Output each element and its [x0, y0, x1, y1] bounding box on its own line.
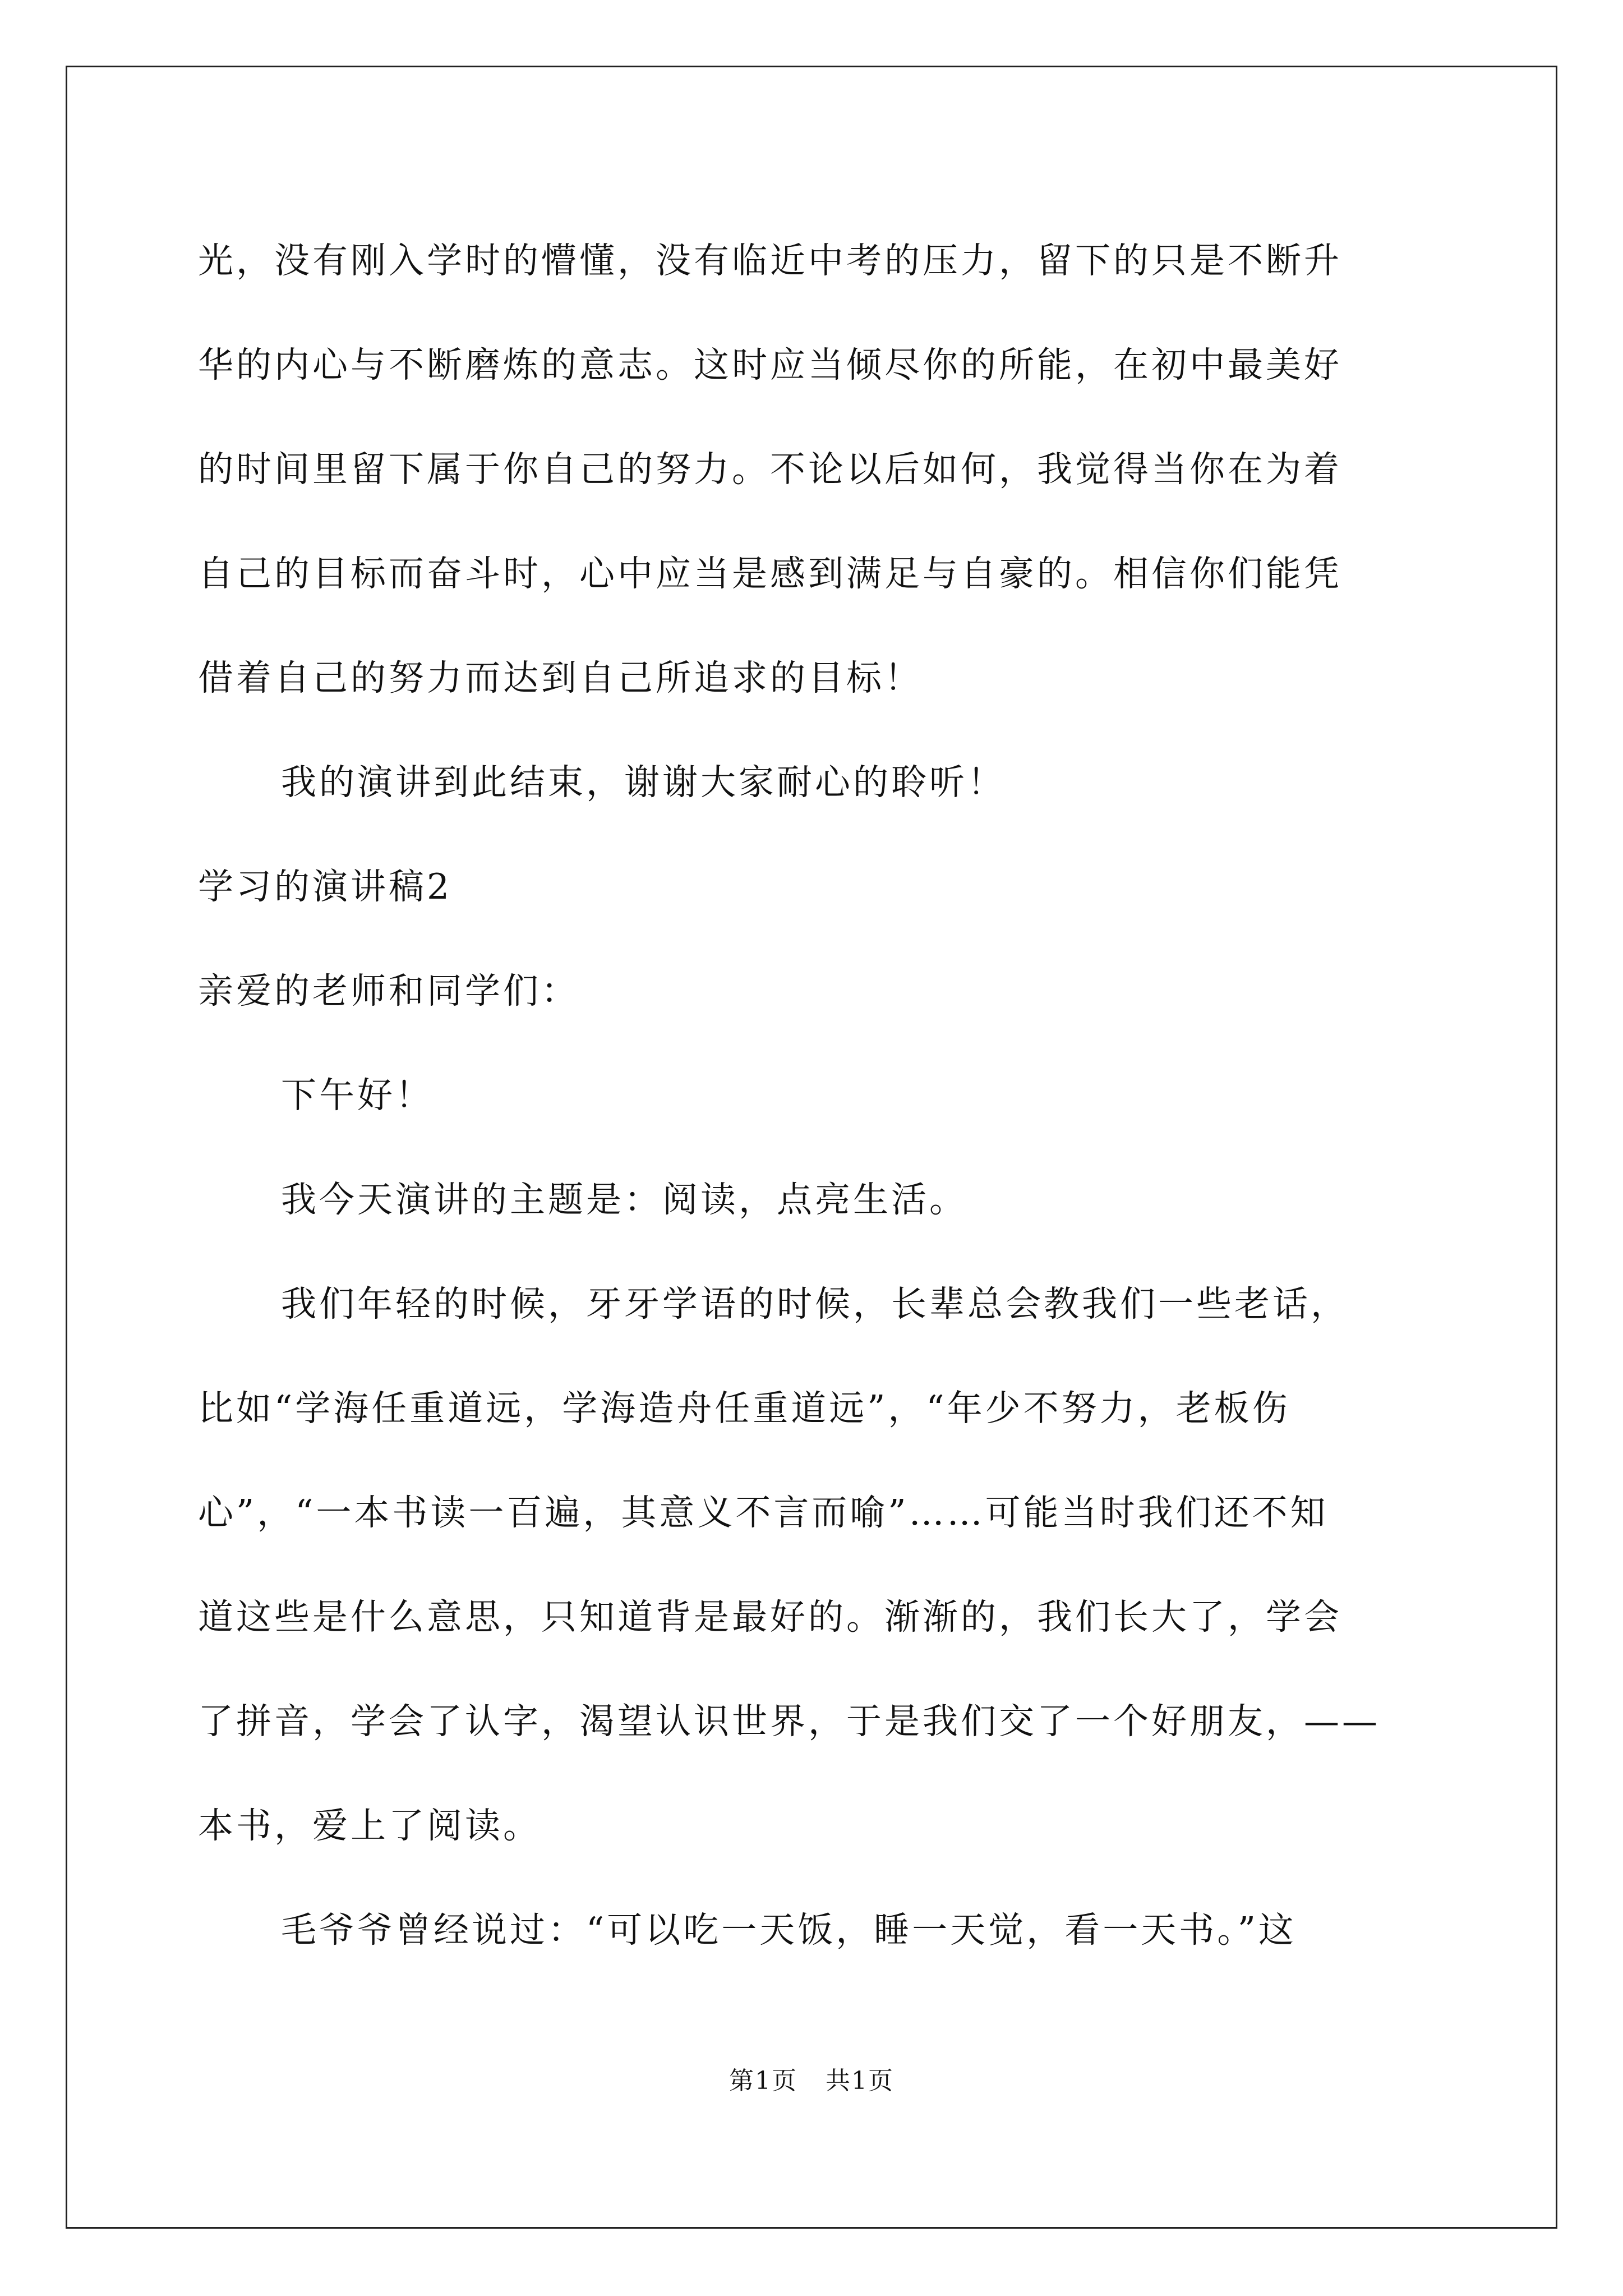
section-title: 学习的演讲稿2 — [198, 866, 453, 907]
page-footer — [0, 2064, 1623, 2098]
document-body — [198, 209, 1432, 1982]
paragraph-line: 本书，爱上了阅读。 — [198, 1805, 541, 1846]
paragraph-line: 毛爷爷曾经说过：“可以吃一天饭，睡一天觉，看一天书。”这 — [281, 1910, 1297, 1950]
paragraph-line: 的时间里留下属于你自己的努力。不论以后如何，我觉得当你在为着 — [198, 449, 1342, 490]
paragraph-line: 借着自己的努力而达到自己所追求的目标！ — [198, 657, 923, 698]
page-number: 第1页 — [729, 2067, 797, 2095]
salutation: 亲爱的老师和同学们： — [198, 970, 579, 1011]
paragraph-line: 我的演讲到此结束，谢谢大家耐心的聆听！ — [281, 762, 1006, 803]
paragraph-line: 了拼音，学会了认字，渴望认识世界，于是我们交了一个好朋友，—— — [198, 1701, 1380, 1742]
paragraph-line: 道这些是什么意思，只知道背是最好的。渐渐的，我们长大了，学会 — [198, 1596, 1342, 1637]
paragraph-line: 我们年轻的时候，牙牙学语的时候，长辈总会教我们一些老话， — [281, 1283, 1349, 1324]
page-total: 共1页 — [826, 2067, 894, 2095]
paragraph-line: 自己的目标而奋斗时，心中应当是感到满足与自豪的。相信你们能凭 — [198, 553, 1342, 594]
paragraph-line: 光，没有刚入学时的懵懂，没有临近中考的压力，留下的只是不断升 — [198, 240, 1342, 281]
greeting: 下午好！ — [281, 1075, 434, 1116]
paragraph-line: 比如“学海任重道远，学海造舟任重道远”，“年少不努力，老板伤 — [198, 1388, 1290, 1429]
paragraph-line: 华的内心与不断磨炼的意志。这时应当倾尽你的所能，在初中最美好 — [198, 344, 1342, 385]
paragraph-line: 心”，“一本书读一百遍，其意义不言而喻”……可能当时我们还不知 — [198, 1492, 1329, 1533]
paragraph-line: 我今天演讲的主题是：阅读，点亮生活。 — [281, 1179, 967, 1220]
